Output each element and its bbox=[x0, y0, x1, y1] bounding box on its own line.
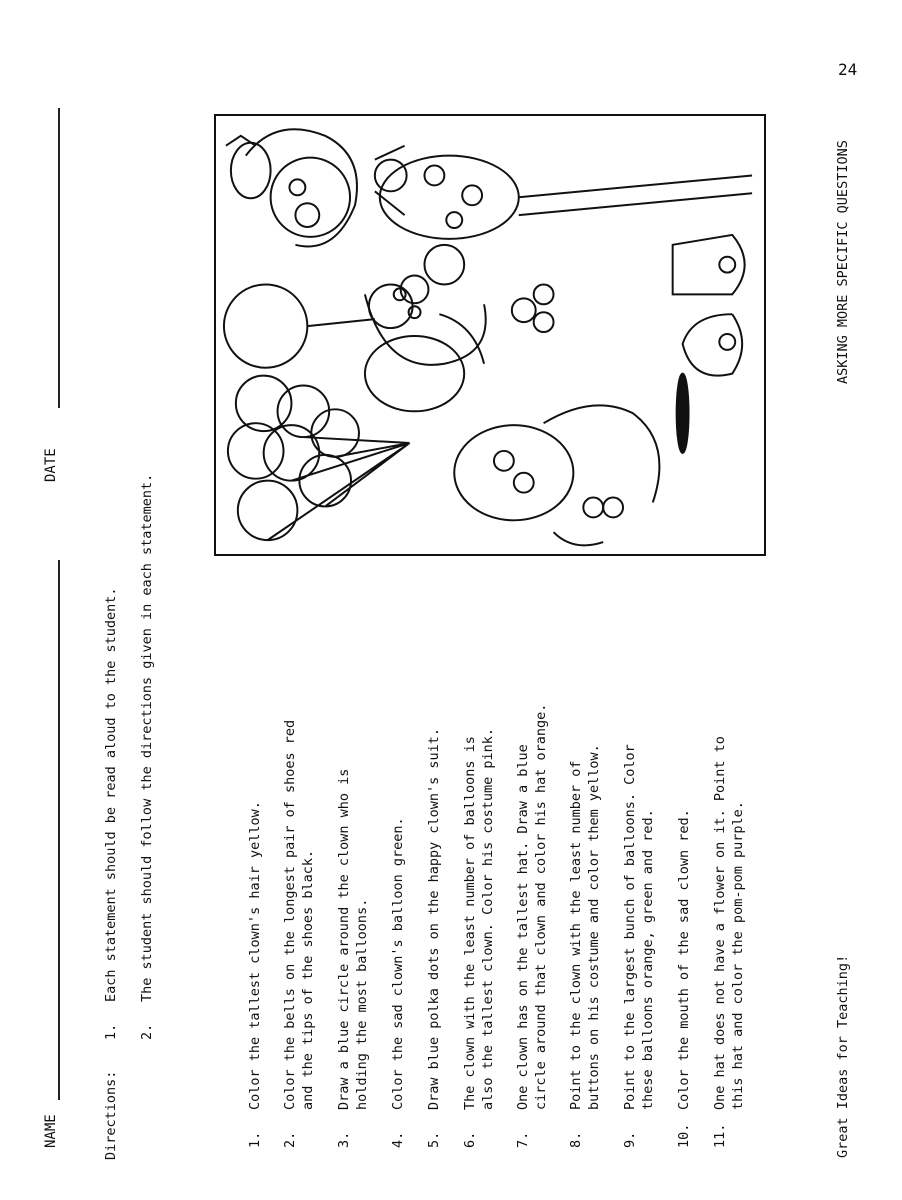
statement-num: 6. bbox=[462, 1131, 478, 1148]
tall-clown bbox=[226, 129, 752, 246]
statement-num: 11. bbox=[712, 1123, 728, 1148]
statement-line: Point to the clown with the least number of bbox=[568, 760, 584, 1110]
statement-line: Color the tallest clown's hair yellow. bbox=[247, 801, 263, 1110]
statement-line: and the tips of the shoes black. bbox=[300, 849, 316, 1110]
statement-5 bbox=[425, 728, 443, 1148]
big-balloon bbox=[224, 284, 307, 367]
statement-num: 5. bbox=[426, 1131, 442, 1148]
direction-item-2 bbox=[138, 474, 156, 1040]
statement-6 bbox=[461, 728, 497, 1148]
statement-num: 9. bbox=[622, 1131, 638, 1148]
statement-10 bbox=[675, 809, 693, 1148]
direction-text: The student should follow the directions given in each statement. bbox=[139, 473, 155, 1002]
statement-num: 3. bbox=[336, 1131, 352, 1148]
statement-num: 7. bbox=[515, 1131, 531, 1148]
statement-line: also the tallest clown. Color his costume pink. bbox=[480, 727, 496, 1110]
statement-line: Color the bells on the longest pair of shoes red bbox=[282, 719, 298, 1110]
page-number: 24 bbox=[838, 60, 858, 79]
direction-item-1 bbox=[102, 587, 120, 1040]
statement-num: 8. bbox=[568, 1131, 584, 1148]
statement-4 bbox=[389, 817, 407, 1148]
middle-clown bbox=[365, 245, 554, 411]
date-label: DATE bbox=[43, 448, 59, 482]
statement-line: Draw blue polka dots on the happy clown's suit. bbox=[426, 727, 442, 1110]
name-line bbox=[58, 560, 60, 1100]
statement-line: holding the most balloons. bbox=[354, 898, 370, 1110]
running-title: ASKING MORE SPECIFIC QUESTIONS bbox=[835, 140, 851, 384]
statement-8 bbox=[567, 744, 603, 1148]
bottom-clown bbox=[454, 405, 659, 545]
statement-line: Draw a blue circle around the clown who is bbox=[336, 768, 352, 1110]
statement-line: Color the sad clown's balloon green. bbox=[390, 817, 406, 1110]
statement-line: Color the mouth of the sad clown red. bbox=[676, 809, 692, 1110]
statement-3 bbox=[335, 769, 371, 1148]
statement-line: this hat and color the pom-pom purple. bbox=[730, 801, 746, 1110]
statement-num: 4. bbox=[390, 1131, 406, 1148]
clown-illustration bbox=[214, 114, 766, 556]
statement-9 bbox=[621, 744, 657, 1148]
statement-11 bbox=[711, 736, 747, 1148]
direction-num: 2. bbox=[139, 1023, 155, 1040]
directions-label: Directions: bbox=[103, 1070, 119, 1160]
direction-text: Each statement should be read aloud to the student. bbox=[103, 587, 119, 1002]
statement-line: Point to the largest bunch of balloons. Color bbox=[622, 744, 638, 1110]
balloon-bunch bbox=[228, 376, 410, 540]
statement-num: 10. bbox=[676, 1123, 692, 1148]
name-label: NAME bbox=[43, 1114, 59, 1148]
statement-7 bbox=[514, 704, 550, 1148]
statement-2 bbox=[281, 720, 317, 1148]
statement-line: these balloons orange, green and red. bbox=[640, 809, 656, 1110]
statement-num: 2. bbox=[282, 1131, 298, 1148]
statement-line: One clown has on the tallest hat. Draw a blue bbox=[515, 744, 531, 1110]
statement-line: circle around that clown and color his hat orange. bbox=[533, 703, 549, 1110]
statement-num: 1. bbox=[247, 1131, 263, 1148]
direction-num: 1. bbox=[103, 1023, 119, 1040]
date-line bbox=[58, 108, 60, 408]
footer-text: Great Ideas for Teaching! bbox=[835, 954, 851, 1158]
statement-line: One hat does not have a flower on it. Point to bbox=[712, 736, 728, 1110]
statement-line: The clown with the least number of balloons is bbox=[462, 736, 478, 1110]
long-shoes bbox=[673, 235, 745, 453]
statement-1 bbox=[246, 801, 264, 1148]
statement-line: buttons on his costume and color them yellow. bbox=[586, 744, 602, 1110]
